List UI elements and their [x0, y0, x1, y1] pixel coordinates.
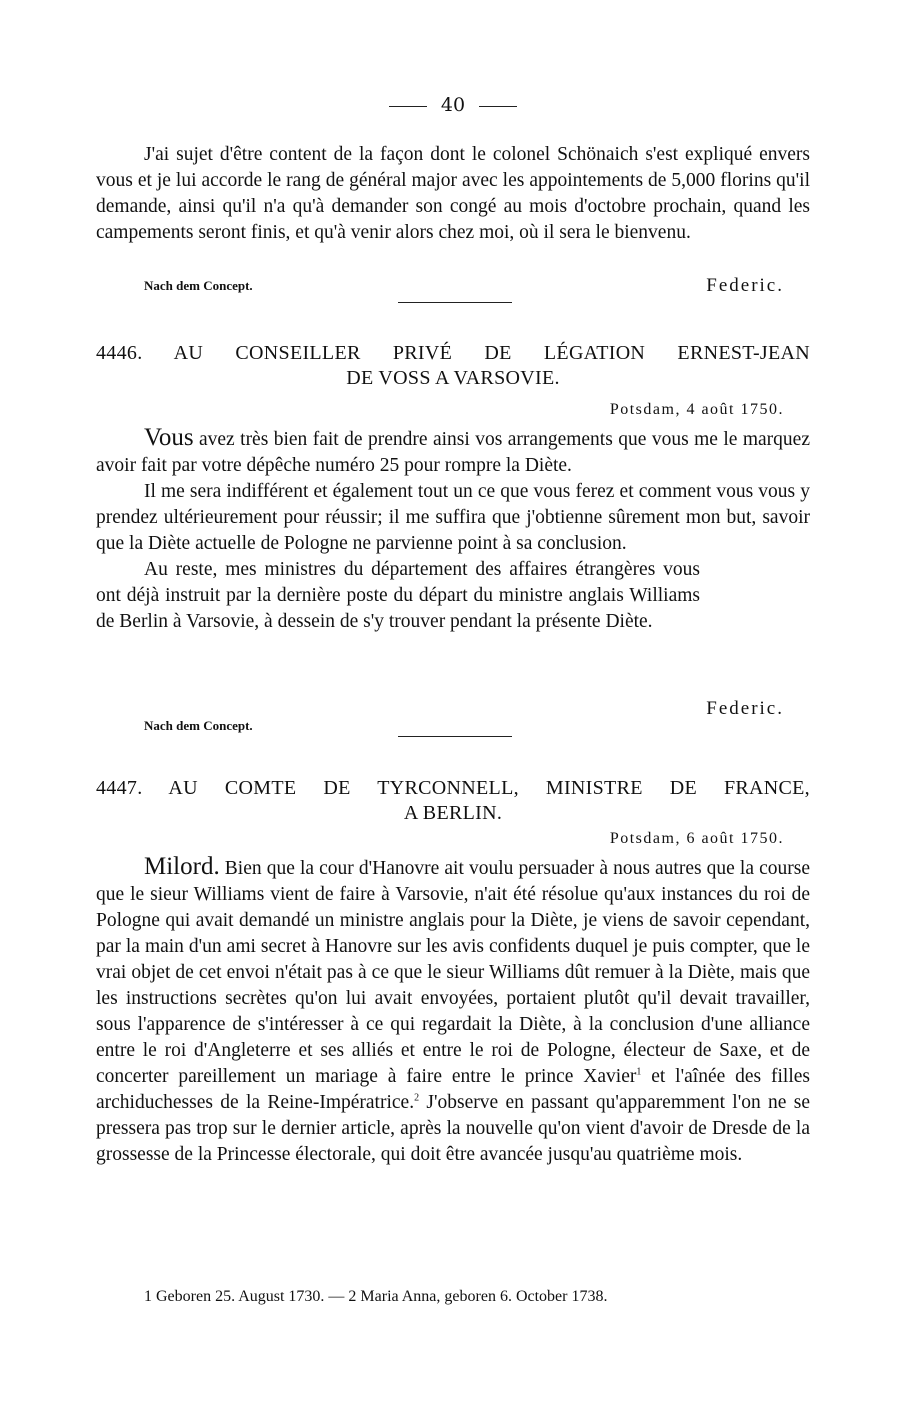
- heading-line: 4446. AU CONSEILLER PRIVÉ DE LÉGATION ERNEST-JEAN: [96, 342, 810, 364]
- letter-4447-body: [96, 854, 810, 1168]
- dateline: Potsdam, 6 août 1750.: [609, 830, 784, 847]
- page-number-dash-left: [389, 106, 427, 107]
- paragraph: [96, 425, 810, 479]
- page-number-dash-right: [479, 106, 517, 107]
- footnote-marker: 2: [414, 1092, 420, 1104]
- paragraph-text: J'observe en passant qu'apparemment l'on ne se pressera pas trop sur le dernier article, après la nouvelle qu'on vient d'avoir de Dresde de la grossesse de la Princesse électorale, qui doit être avancée jusqu'au quatrième mois.: [96, 1092, 811, 1165]
- dateline: Potsdam, 4 août 1750.: [609, 401, 784, 418]
- page-number: [96, 94, 810, 116]
- section-divider: [398, 736, 512, 737]
- opening-word: Milord.: [144, 853, 220, 880]
- paragraph: Il me sera indifférent et également tout un ce que vous ferez et comment vous vous y prendez ultérieurement pour réussir; il me suffira que j'obtienne sûrement mon but, savoir que la Diète actuelle de Pologne ne parvienne point à sa conclusion.: [96, 481, 810, 554]
- letter-4447-heading: [96, 776, 810, 826]
- page-number-text: 40: [440, 94, 466, 116]
- letter-4445-continuation: J'ai sujet d'être content de la façon dont le colonel Schönaich s'est expliqué envers vous et je lui accorde le rang de général major avec les appointements de 5,000 florins qu'il demande, ainsi qu'il n'a qu'à demander son congé au mois d'octobre prochain, quand les campements seront finis, et qu'à venir alors chez moi, où il sera le bienvenu.: [96, 144, 810, 243]
- paragraph-text: avez très bien fait de prendre ainsi vos arrangements que vous me le marquez avoir fait par votre dépêche numéro 25 pour rompre la Diète.: [96, 429, 810, 476]
- source-note: Nach dem Concept.: [144, 278, 253, 293]
- paragraph: [96, 854, 810, 1168]
- footnote-marker: 1: [636, 1066, 642, 1078]
- section-divider: [398, 302, 512, 303]
- heading-line: A BERLIN.: [403, 802, 503, 824]
- paragraph-text: et l'aînée des filles archiduchesses de la Reine-Impératrice.: [96, 1066, 810, 1113]
- opening-word: Vous: [144, 424, 194, 451]
- source-note: Nach dem Concept.: [144, 718, 253, 733]
- letter-4446-heading: [96, 341, 810, 391]
- heading-line: 4447. AU COMTE DE TYRCONNELL, MINISTRE DE FRANCE,: [96, 777, 810, 799]
- paragraph-text: Bien que la cour d'Hanovre ait voulu persuader à nous autres que la course que le sieur Williams vient de faire à Varsovie, n'ait été résolue qu'aux instances du roi de Pologne qui avait demandé un ministre anglais pour la Diète, je viens de savoir cependant, par la main d'un ami secret à Hanovre sur les avis confidents duquel je puis compter, que le vrai objet de cet envoi n'était pas à ce que le sieur Williams dût remuer à la Diète, mais que les instructions secrètes qu'on lui avait envoyées, portaient plutôt qu'il devait travailler, sous l'apparence de s'intéresser à ce qui regardait la Diète, à la conclusion d'une alliance entre le roi d'Angleterre et ses alliés et entre le roi de Pologne, électeur de Saxe, et de concerter pareillement un mariage à faire entre le prince Xavier: [96, 858, 810, 1087]
- signature: Federic.: [706, 275, 784, 296]
- heading-line: DE VOSS A VARSOVIE.: [346, 367, 560, 389]
- signature: Federic.: [706, 698, 784, 719]
- paragraph: Au reste, mes ministres du département des affaires étrangères vous ont déjà instruit par la dernière poste du départ du ministre anglais Williams de Berlin à Varsovie, à dessein de s'y trouver pendant la présente Diète.: [96, 559, 700, 632]
- letter-4446-body: [96, 425, 810, 635]
- footnotes: 1 Geboren 25. August 1730. — 2 Maria Anna, geboren 6. October 1738.: [144, 1288, 608, 1305]
